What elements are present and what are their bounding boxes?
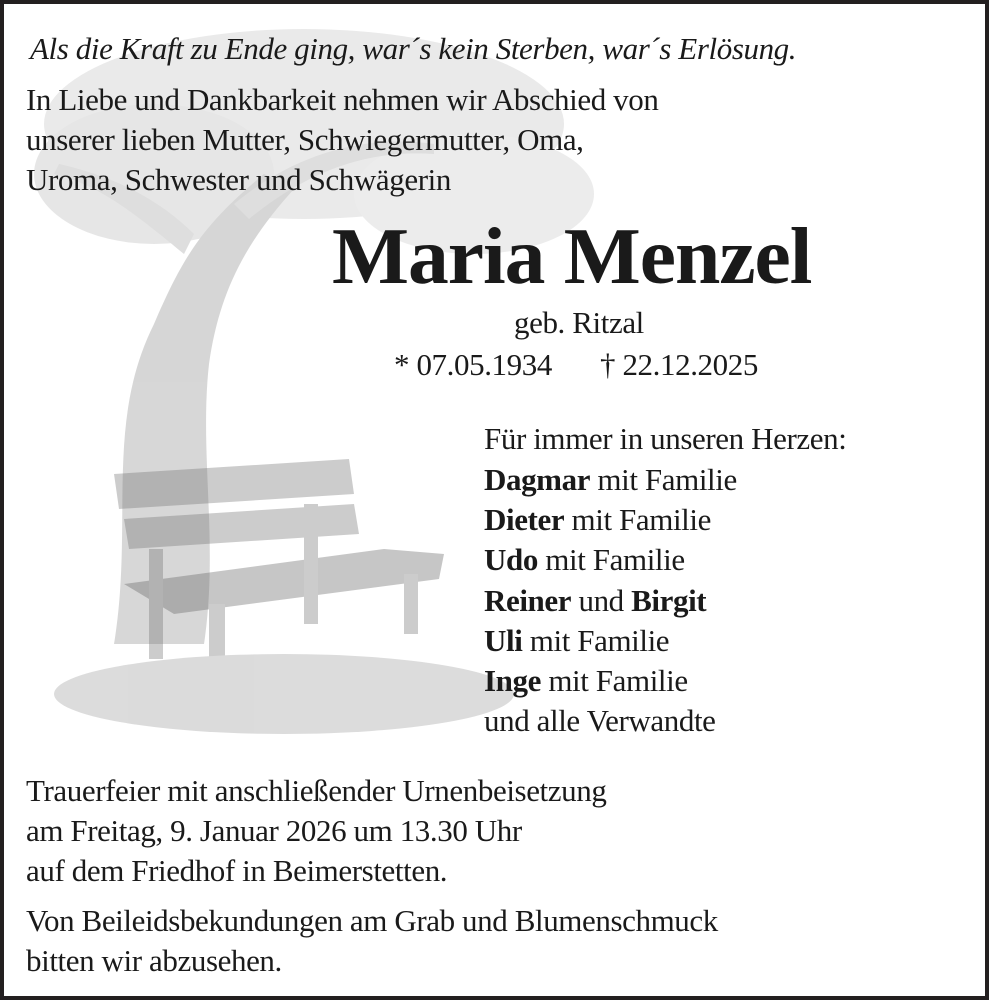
intro-line: In Liebe und Dankbarkeit nehmen wir Abschied von [26, 82, 659, 117]
service-line: Trauerfeier mit anschließender Urnenbeisetzung [26, 773, 607, 808]
quote: Als die Kraft zu Ende ging, war´s kein Sterben, war´s Erlösung. [30, 31, 797, 66]
mourner: Inge mit Familie [484, 663, 688, 698]
mourner: Dagmar mit Familie [484, 462, 737, 497]
deceased-name: Maria Menzel [332, 213, 812, 301]
birth-date: * 07.05.1934 [394, 347, 552, 382]
service-line: auf dem Friedhof in Beimerstetten. [26, 853, 448, 888]
mourner: Dieter mit Familie [484, 502, 711, 537]
mourners-closing: und alle Verwandte [484, 703, 716, 738]
birth-name: geb. Ritzal [514, 305, 644, 340]
mourner: Uli mit Familie [484, 623, 670, 658]
intro-line: Uroma, Schwester und Schwägerin [26, 162, 451, 197]
mourner: Udo mit Familie [484, 542, 685, 577]
mourners-heading: Für immer in unseren Herzen: [484, 421, 847, 456]
service-line: am Freitag, 9. Januar 2026 um 13.30 Uhr [26, 813, 522, 848]
request-line: Von Beileidsbekundungen am Grab und Blumenschmuck [26, 903, 718, 938]
intro-line: unserer lieben Mutter, Schwiegermutter, Oma, [26, 122, 584, 157]
request-line: bitten wir abzusehen. [26, 943, 282, 978]
death-date: † 22.12.2025 [600, 347, 758, 382]
mourner: Reiner und Birgit [484, 583, 707, 618]
